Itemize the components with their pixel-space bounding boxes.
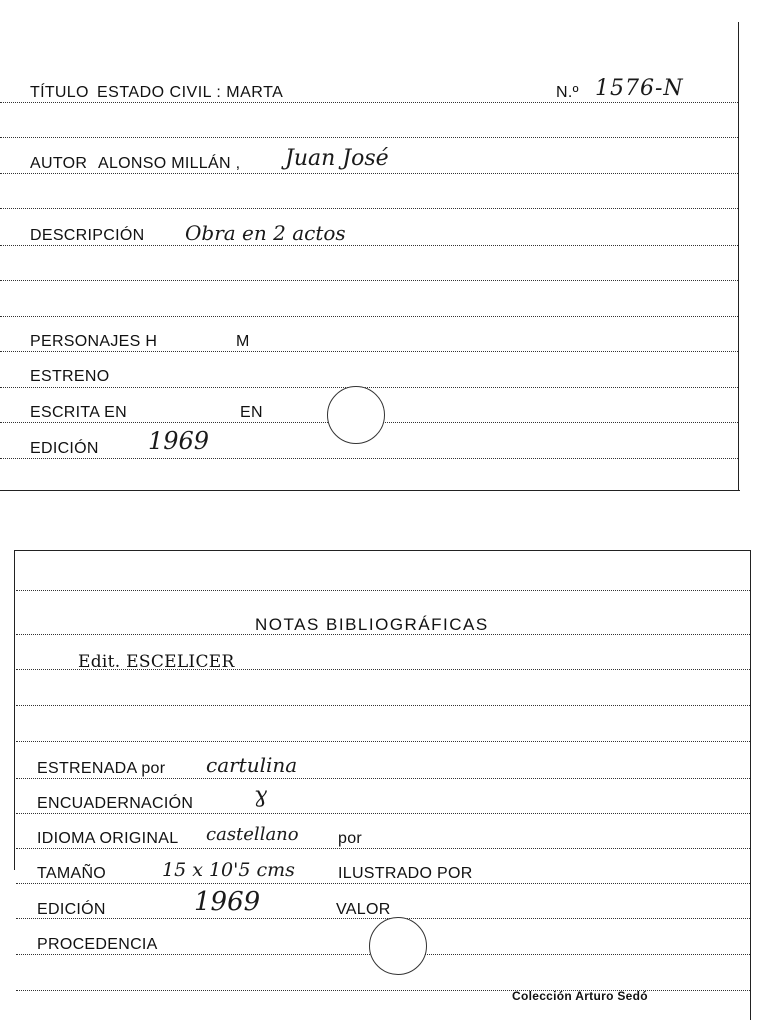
edicion-value: 1969 <box>148 427 210 455</box>
titulo-label: TÍTULO <box>30 84 89 101</box>
card-border-right <box>738 22 739 490</box>
edicion-label: EDICIÓN <box>37 901 106 918</box>
ruled-line <box>16 883 750 884</box>
punch-hole <box>369 917 427 975</box>
card-border-right <box>750 550 751 1020</box>
ruled-line <box>16 741 750 742</box>
procedencia-label: PROCEDENCIA <box>37 936 158 953</box>
estrenada-value: cartulina <box>206 753 298 777</box>
ruled-line <box>0 102 738 103</box>
ruled-line <box>0 316 738 317</box>
collection-footer: Colección Arturo Sedó <box>512 989 648 1003</box>
ruled-line <box>16 778 750 779</box>
escrita-label: ESCRITA EN <box>30 404 127 421</box>
encuadernacion-label: ENCUADERNACIÓN <box>37 795 194 812</box>
notas-heading: NOTAS BIBLIOGRÁFICAS <box>255 615 489 634</box>
numero-value: 1576-N <box>595 76 684 101</box>
estreno-label: ESTRENO <box>30 368 110 385</box>
card-border-left <box>14 550 15 870</box>
ruled-line <box>0 173 738 174</box>
ruled-line <box>0 351 738 352</box>
card-border-top <box>14 550 750 551</box>
valor-label: VALOR <box>336 901 391 918</box>
numero-label: N.º <box>556 84 579 101</box>
edicion-label: EDICIÓN <box>30 440 99 457</box>
ruled-line <box>0 245 738 246</box>
encuadernacion-value: ɣ <box>254 783 268 808</box>
edicion-value: 1969 <box>194 887 261 917</box>
descripcion-value: Obra en 2 actos <box>185 221 346 245</box>
descripcion-label: DESCRIPCIÓN <box>30 227 145 244</box>
ilustrado-label: ILUSTRADO POR <box>338 865 473 882</box>
ruled-line <box>16 813 750 814</box>
idioma-label: IDIOMA ORIGINAL <box>37 830 179 847</box>
personajes-label: PERSONAJES H <box>30 333 158 350</box>
idioma-por-label: por <box>338 830 363 847</box>
ruled-line <box>0 208 738 209</box>
card-border-bottom <box>0 490 740 491</box>
catalog-card-notes <box>0 545 759 1028</box>
estrenada-label: ESTRENADA por <box>37 760 166 777</box>
ruled-line <box>0 280 738 281</box>
ruled-line <box>16 590 750 591</box>
punch-hole <box>327 386 385 444</box>
ruled-line <box>16 848 750 849</box>
personajes-m-label: M <box>236 333 250 350</box>
autor-value-handwritten: Juan José <box>285 146 389 171</box>
autor-label: AUTOR <box>30 155 88 172</box>
editorial-value: Edit. ESCELICER <box>78 652 235 672</box>
ruled-line <box>16 634 750 635</box>
en-label: EN <box>240 404 263 421</box>
ruled-line <box>0 458 738 459</box>
ruled-line <box>0 387 738 388</box>
ruled-line <box>16 705 750 706</box>
tamano-value: 15 x 10'5 cms <box>162 859 295 881</box>
tamano-label: TAMAÑO <box>37 865 107 882</box>
titulo-value: ESTADO CIVIL : MARTA <box>97 84 284 101</box>
idioma-value: castellano <box>206 824 299 845</box>
ruled-line <box>0 137 738 138</box>
catalog-card-title <box>0 0 759 495</box>
autor-value-printed: ALONSO MILLÁN , <box>98 155 241 172</box>
